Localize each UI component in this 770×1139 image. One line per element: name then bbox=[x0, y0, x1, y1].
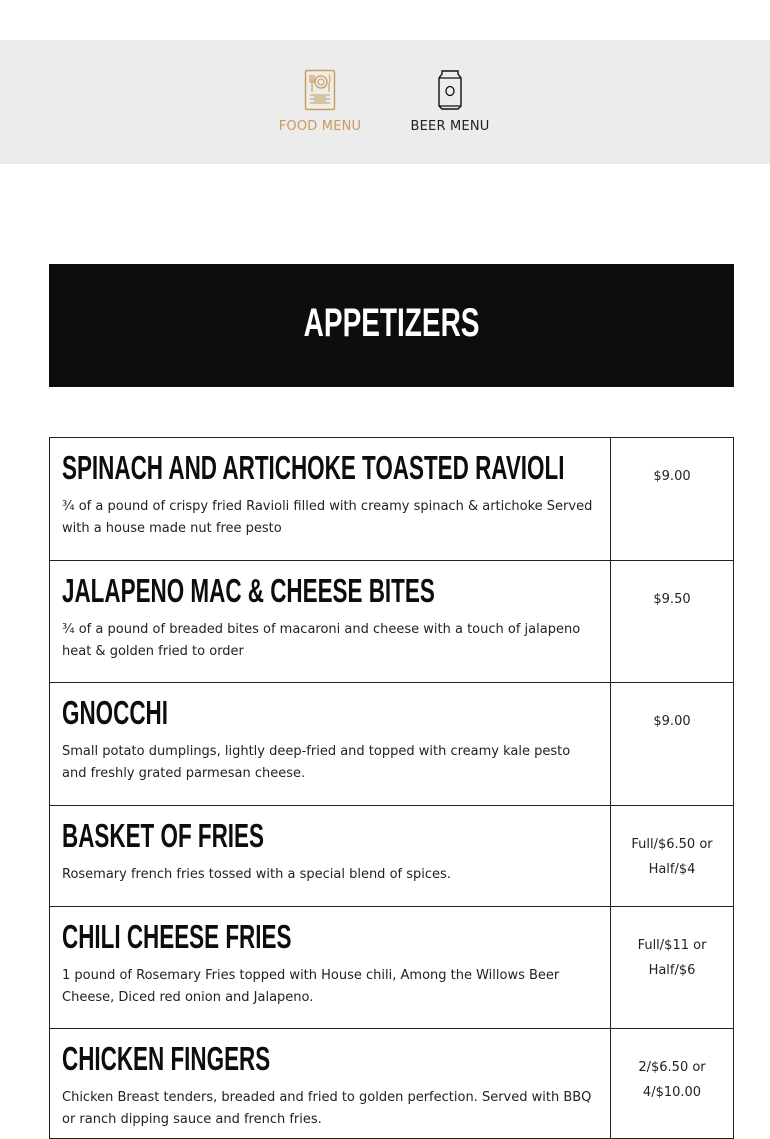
item-description: 1 pound of Rosemary Fries topped with House chili, Among the Willows Beer Cheese, Diced red onion and Jalapeno. bbox=[62, 968, 560, 1005]
menu-item-cell bbox=[50, 438, 611, 560]
menu-item-cell bbox=[50, 1029, 611, 1138]
item-name: BASKET OF FRIES bbox=[62, 817, 264, 854]
item-name: CHILI CHEESE FRIES bbox=[62, 918, 292, 955]
item-description: ¾ of a pound of breaded bites of macaroni and cheese with a touch of jalapeno heat & golden fried to order bbox=[62, 622, 581, 659]
menu-item-cell bbox=[50, 683, 611, 805]
item-description: Small potato dumplings, lightly deep-fried and topped with creamy kale pesto and freshly grated parmesan cheese. bbox=[62, 744, 571, 781]
item-price: $9.00 bbox=[653, 714, 691, 729]
item-price: Full/$11 or Half/$6 bbox=[637, 938, 707, 978]
item-description: Rosemary french fries tossed with a special blend of spices. bbox=[62, 867, 451, 882]
menu-row bbox=[49, 1029, 734, 1139]
item-price: $9.50 bbox=[653, 592, 691, 607]
section-title: APPETIZERS bbox=[303, 301, 480, 345]
item-price: Full/$6.50 or Half/$4 bbox=[631, 837, 713, 877]
menu-item-cell bbox=[50, 561, 611, 682]
item-name: JALAPENO MAC & CHEESE BITES bbox=[62, 572, 435, 609]
menu-row bbox=[49, 438, 734, 561]
menu-table bbox=[49, 437, 734, 1139]
tab-beer-menu-label: BEER MENU bbox=[410, 119, 490, 134]
section-header bbox=[49, 264, 734, 387]
tab-food-menu-label: FOOD MENU bbox=[278, 119, 362, 134]
menu-tabbar bbox=[0, 40, 770, 164]
item-description: ¾ of a pound of crispy fried Ravioli filled with creamy spinach & artichoke Served with a house made nut free pesto bbox=[62, 499, 593, 536]
beer-can-icon bbox=[436, 69, 464, 111]
tab-food-menu[interactable] bbox=[266, 40, 374, 164]
item-price: $9.00 bbox=[653, 469, 691, 484]
item-name: GNOCCHI bbox=[62, 694, 168, 731]
food-menu-icon bbox=[304, 69, 336, 111]
tab-beer-menu[interactable] bbox=[400, 40, 500, 164]
menu-row bbox=[49, 561, 734, 683]
menu-row bbox=[49, 907, 734, 1029]
menu-row bbox=[49, 806, 734, 907]
item-name: SPINACH AND ARTICHOKE TOASTED RAVIOLI bbox=[62, 449, 565, 486]
menu-item-cell bbox=[50, 907, 611, 1028]
item-description: Chicken Breast tenders, breaded and fried to golden perfection. Served with BBQ or ranch dipping sauce and french fries. bbox=[62, 1090, 592, 1127]
item-price: 2/$6.50 or 4/$10.00 bbox=[638, 1060, 706, 1100]
item-name: CHICKEN FINGERS bbox=[62, 1040, 271, 1077]
menu-item-cell bbox=[50, 806, 611, 906]
menu-row bbox=[49, 683, 734, 806]
